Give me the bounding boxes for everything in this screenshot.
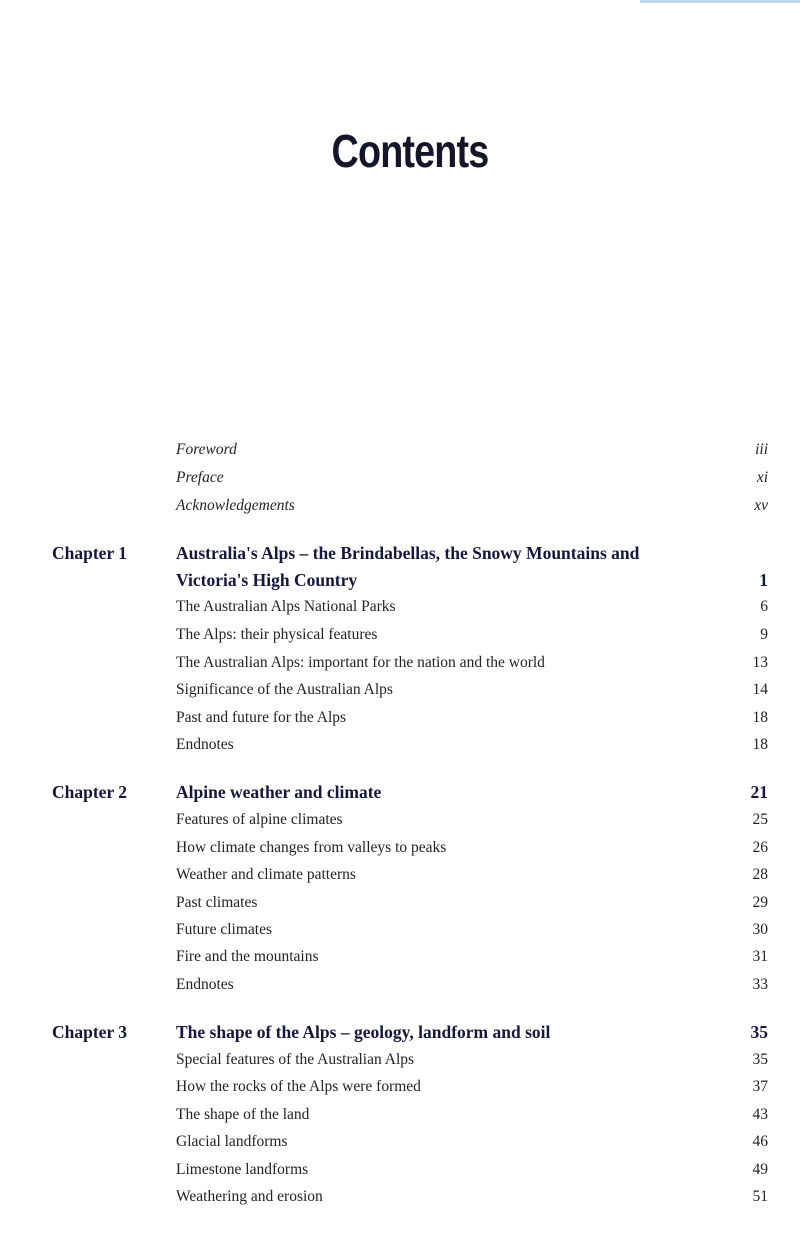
toc-entry[interactable] (0, 921, 800, 948)
toc-entry-preface[interactable] (0, 469, 800, 496)
toc-entry[interactable] (0, 626, 800, 653)
toc-entry[interactable] (0, 1161, 800, 1188)
entry-page: 43 (752, 1106, 768, 1123)
toc-entry-foreword[interactable] (0, 441, 800, 468)
toc-entry[interactable] (0, 894, 800, 921)
toc-entry[interactable] (0, 1078, 800, 1105)
entry-title: Glacial landforms (176, 1133, 288, 1150)
toc-entry[interactable] (0, 1133, 800, 1160)
entry-page: 29 (752, 894, 768, 911)
chapter-page: 21 (750, 782, 768, 802)
entry-title: The Australian Alps National Parks (176, 598, 396, 615)
entry-page: 31 (752, 948, 768, 965)
entry-title: Fire and the mountains (176, 948, 319, 965)
entry-page: 9 (760, 626, 768, 643)
toc-entry-acknowledgements[interactable] (0, 497, 800, 524)
entry-title: The shape of the land (176, 1106, 310, 1123)
entry-page: 25 (752, 811, 768, 828)
toc-entry[interactable] (0, 736, 800, 763)
toc-entry[interactable] (0, 654, 800, 681)
entry-page: 37 (752, 1078, 768, 1095)
chapter-title-line1[interactable]: The shape of the Alps – geology, landform and soil (176, 1022, 551, 1042)
entry-page: xv (754, 497, 768, 514)
entry-title: The Australian Alps: important for the nation and the world (176, 654, 545, 671)
page-title: Contents (331, 125, 489, 177)
toc-entry[interactable] (0, 1106, 800, 1133)
entry-title: How climate changes from valleys to peaks (176, 839, 447, 856)
entry-page: 46 (752, 1133, 768, 1150)
entry-title: Endnotes (176, 736, 234, 753)
entry-title: Weathering and erosion (176, 1188, 323, 1205)
entry-title: Features of alpine climates (176, 811, 343, 828)
chapter-page: 1 (759, 570, 768, 590)
entry-title: The Alps: their physical features (176, 626, 378, 643)
entry-page: 30 (752, 921, 768, 938)
toc-entry[interactable] (0, 839, 800, 866)
entry-page: 6 (760, 598, 768, 615)
entry-page: 35 (752, 1051, 768, 1068)
entry-title: Significance of the Australian Alps (176, 681, 393, 698)
entry-title: Limestone landforms (176, 1161, 309, 1178)
entry-title: Special features of the Australian Alps (176, 1051, 415, 1068)
toc-entry[interactable] (0, 709, 800, 736)
entry-page: 14 (752, 681, 768, 698)
entry-page: 51 (752, 1188, 768, 1205)
entry-title: Past climates (176, 894, 258, 911)
toc-entry[interactable] (0, 948, 800, 975)
chapter-label: Chapter 3 (52, 1022, 128, 1042)
chapter-title-line2[interactable]: Victoria's High Country (176, 570, 358, 590)
entry-title: Past and future for the Alps (176, 709, 347, 726)
entry-title: Preface (176, 469, 224, 486)
toc-entry[interactable] (0, 681, 800, 708)
toc-entry[interactable] (0, 811, 800, 838)
entry-title: How the rocks of the Alps were formed (176, 1078, 421, 1095)
entry-page: 26 (752, 839, 768, 856)
entry-title: Acknowledgements (176, 497, 295, 514)
entry-page: 33 (752, 976, 768, 993)
toc-entry[interactable] (0, 1188, 800, 1215)
entry-page: 28 (752, 866, 768, 883)
entry-title: Weather and climate patterns (176, 866, 356, 883)
entry-title: Endnotes (176, 976, 234, 993)
entry-page: 18 (752, 736, 768, 753)
chapter-title-line1[interactable]: Alpine weather and climate (176, 782, 382, 802)
toc-entry[interactable] (0, 598, 800, 625)
toc-entry[interactable] (0, 866, 800, 893)
entry-page: xi (756, 469, 768, 486)
toc-entry[interactable] (0, 976, 800, 1003)
entry-page: iii (755, 441, 768, 458)
chapter-title-line1[interactable]: Australia's Alps – the Brindabellas, the Snowy Mountains and (176, 543, 640, 563)
toc-entry[interactable] (0, 1051, 800, 1078)
entry-page: 13 (752, 654, 768, 671)
entry-page: 49 (752, 1161, 768, 1178)
entry-title: Future climates (176, 921, 272, 938)
entry-title: Foreword (176, 441, 237, 458)
top-edge-rule (640, 0, 800, 3)
chapter-label: Chapter 2 (52, 782, 128, 802)
chapter-page: 35 (750, 1022, 768, 1042)
entry-page: 18 (752, 709, 768, 726)
chapter-label: Chapter 1 (52, 543, 128, 563)
